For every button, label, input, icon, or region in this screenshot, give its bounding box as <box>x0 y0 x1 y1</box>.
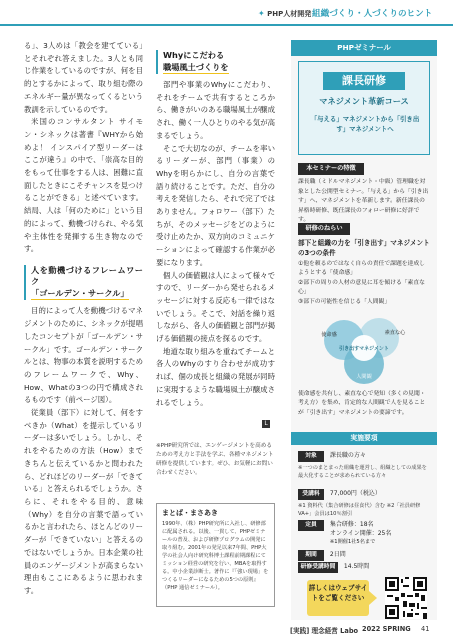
aim-item: ①他を頼るのではなく自らの責任で課題を達成しようとする「使命感」 <box>298 261 425 277</box>
capacity-note: ※1開催1社5名まで <box>329 539 376 545</box>
issue-label: 2022 SPRING <box>362 625 411 633</box>
period-value: 2日間 <box>329 551 346 558</box>
effect-text: 使命感を共有し、素直な心で発知（多くの見聞・考え方）を集め、肯定的な人間観で人を見ることが「引き出す」マネジメントの要諦です。 <box>298 391 426 416</box>
paragraph-sinek: 米国のコンサルタント サイモン・シネックは著書『WHYから始めよ！ インスパイア型リーダーはここが違う』の中で、「崇高な目的をもって仕事をする人は、困難に直面したときにこそチャンスを見つけることができる」と述べています。結局、人は「何のために」という目的によって、動機づけられ、やる気や主体性を発揮する生き物なのです。 <box>24 117 143 254</box>
paragraph-steady: 地道な取り組みを重ねてチームと各人のWhyのすり合わせが成功すれば、個の成長と組織の発展が同時に実現するような職場風土が醸成されるでしょう。 <box>156 346 275 407</box>
section-heading-line2: 「ゴールデン・サークル」 <box>31 288 129 301</box>
brand-name: PHP人材開発 <box>267 10 312 18</box>
diagram-right-label: 素直な心 <box>384 330 406 336</box>
website-cta[interactable]: 詳しくはウェブサイトをご覧ください <box>307 580 369 616</box>
course-title: 課長研修 <box>323 72 405 90</box>
paragraph-values: 個人の価値観は人によって様々ですので、リーダーから発せられるメッセージに対する反応も一律ではないでしょう。そこで、対話を繰り返しながら、各人の価値観と部門が掲げる価値観の接点を探るのです。 <box>156 270 275 344</box>
capacity-label: 定員 <box>298 520 324 531</box>
section-heading-why <box>156 50 275 74</box>
diagram-center-label: 引き出すマネジメント <box>339 346 389 352</box>
course-subtitle: マネジメント革新コース <box>319 96 409 106</box>
paragraph-leader: 従業員（部下）に対して、何をすべきか（What）を提示しているリーダーは多いでしょう。しかし、それをやるための方法（How）まできちんと伝えているかと問われたら、どれほどのリーダーが「できている」と答えられるでしょうか。さらに、それをやる目的、意味（Why）を自分の言葉で語っているかと言われたら、ほとんどのリーダーが「できていない」と答えるのではないでしょうか。日本企業の社員のエンゲージメントが高まらない理由もここにあるように思われます。 <box>24 408 143 595</box>
qr-code-icon[interactable] <box>385 577 427 619</box>
capacity-values <box>330 520 391 547</box>
seminar-label: PHPゼミナール <box>291 40 437 56</box>
aim-label: 研修のねらい <box>298 223 350 235</box>
section-heading-line1: 人を動機づけるフレームワーク <box>31 264 143 287</box>
aim-item: ③部下の可能性を信じる「人間観」 <box>298 298 391 305</box>
author-name: まとば・まさあき <box>162 509 218 517</box>
brand-logo <box>258 9 311 19</box>
feature-text: 課長職（ミドルマネジメント・中級）管理職を対象とした公開型セミナー。「与える」から「引き出す」へ、マネジメントを革新します。新任課長の昇格時研修、既任課長のフォロー研修に好評です。 <box>298 179 429 224</box>
section-heading-why-line1: Whyにこだわる <box>163 50 225 60</box>
header-divider <box>0 24 453 26</box>
three-conditions-diagram <box>309 308 419 388</box>
seminar-sidebar <box>291 40 437 620</box>
hours-row <box>298 562 430 573</box>
target-value: 課長職の方々 <box>329 452 366 459</box>
period-row <box>298 550 430 561</box>
capacity-value-2: オンライン開催：25名 <box>329 530 392 537</box>
fee-label: 受講料 <box>298 489 324 500</box>
fee-note: ※1 資料代（集合研修は昼食代）含む ※2「社員研修VA+」会員は10％割引 <box>298 503 421 517</box>
target-row <box>298 451 430 462</box>
publication-name: [実践] 理念経営 Labo <box>290 627 359 635</box>
cta-arrow-icon <box>369 591 377 605</box>
paragraph-team: そこで大切なのが、チームを率いるリーダーが、部門（事業）のWhyを明らかにし、自分の言葉で語り続けることです。ただ、自分の考えを発信したら、それで完了ではありません。フォロワー（部下）たちが、そのメッセージをどのように受け止めたか、双方向のコミュニケーションによって確認する作業が必要になります。 <box>156 143 275 267</box>
hours-label: 研修受講時間 <box>298 562 338 573</box>
paragraph-why: 部門や事業のWhyにこだわり、それをチームで共有するところから、働きがいのある職場風土が醸成され、働く一人ひとりのやる気が高まるでしょう。 <box>156 80 275 140</box>
aim-heading: 部下と組織の力を「引き出す」マネジメントの3つの条件 <box>298 239 430 257</box>
page-footer <box>0 622 453 640</box>
page-header <box>0 0 453 34</box>
period-label: 期間 <box>298 550 324 561</box>
aim-list <box>298 260 430 307</box>
section-heading-why-line2: 職場風土づくりを <box>163 62 229 75</box>
fee-value: 77,000円（税込） <box>329 490 381 497</box>
target-label: 対象 <box>298 451 324 462</box>
article-column-2 <box>156 50 275 409</box>
author-bio: 1990年、（株）PHP研究所に入社し、研修部に配属される。以後、一貫して、PHPゼミナールの普及、および研修プログラムの開発に取り組む。2001年の発足以来7年間、PHP大学の社会人向け研究科博士課程前期課程にてミッション経営の研究を行い、MBAを取得する。中小企業診断士。著作に『「強い現場」をつくるリーダーになるための5つの原則』（PHP 通信ゼミナール）。 <box>162 521 269 591</box>
paragraph-intro: る」、3人めは「教会を建てている」とそれぞれ答えました。3人とも同じ作業をしているのですが、何を目的とするかによって、取り組む際のエネルギー量が異なってくるという教訓を示しているのです。 <box>24 41 143 114</box>
section-heading-golden-circle <box>24 265 143 301</box>
course-title-box <box>298 61 430 155</box>
diagram-left-label: 使命感 <box>321 332 337 338</box>
training-notice: ※PHP研究所では、エンゲージメントを高めるための考え方と手法を学ぶ、各種マネジメント研修を提供しています。ぜひ、お気軽にお問い合わせください。 <box>156 443 274 476</box>
hours-value: 14.5時間 <box>343 563 370 570</box>
author-profile-box <box>156 503 275 607</box>
article-column-1 <box>24 40 143 598</box>
course-description: 「与える」マネジメントから「引き出す」マネジメントへ <box>310 115 420 133</box>
fee-row <box>298 489 430 500</box>
capacity-value-1: 集合研修：18名 <box>329 521 374 528</box>
diagram-bottom-label: 人間観 <box>356 374 372 380</box>
article-end-mark: L <box>262 420 270 428</box>
capacity-row <box>298 520 430 547</box>
brand-mark-icon: ✦ <box>258 9 265 18</box>
implementation-label: 実施要項 <box>291 432 437 445</box>
series-title: 組織づくり・人づくりのヒント <box>312 9 433 19</box>
paragraph-golden: 目的によって人を動機づけるマネジメントのために、シネックが提唱したコンセプトが「ゴールデン・サークル」です。ゴールデン・サークルとは、物事の本質を説明するためのフレームワークで、Why、How、Whatの3つの円で構成されるものです（前ページ図）。 <box>24 306 143 405</box>
aim-item: ②部下の周りの人材の意見に耳を傾ける「素直な心」 <box>298 279 425 296</box>
target-note: ※一つのまとまった組織を運営し、組織としての成果を最大化することが求められている方々 <box>298 465 427 479</box>
page-number: 41 <box>421 625 430 633</box>
feature-label: 本セミナーの特徴 <box>298 163 364 175</box>
